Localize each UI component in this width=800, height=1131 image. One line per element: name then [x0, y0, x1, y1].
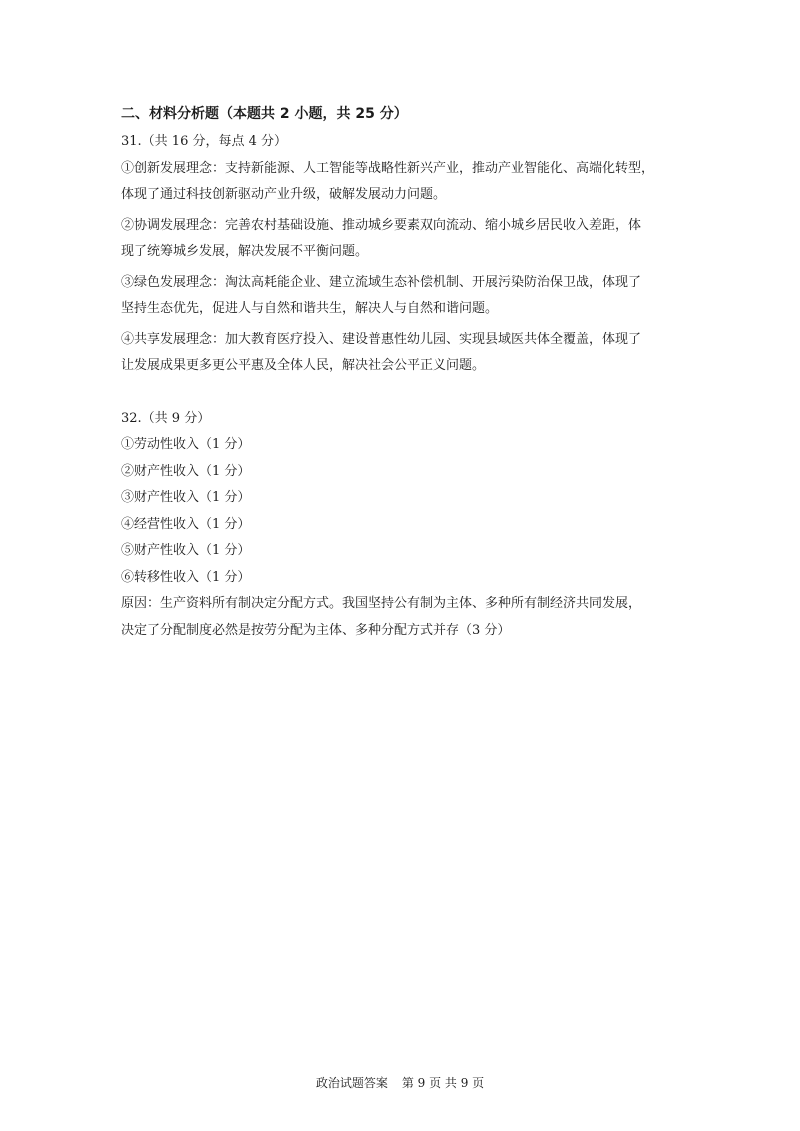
answer-point-1-line-2: 体现了通过科技创新驱动产业升级，破解发展动力问题。 — [121, 187, 447, 202]
income-item-5: ⑤财产性收入（1 分） — [121, 543, 251, 558]
reason-line-1: 原因：生产资料所有制决定分配方式。我国坚持公有制为主体、多种所有制经济共同发展， — [121, 596, 642, 611]
income-item-2: ②财产性收入（1 分） — [121, 463, 251, 479]
question-32 — [121, 406, 681, 645]
question-32-header: 32.（共 9 分） — [121, 410, 211, 426]
section-title: 二、材料分析题（本题共 2 小题，共 25 分） — [121, 106, 408, 122]
income-item-1: ①劳动性收入（1 分） — [121, 437, 251, 452]
answer-point-2 — [121, 213, 681, 266]
answer-content — [121, 103, 681, 644]
answer-point-4-line-1: ④共享发展理念：加大教育医疗投入、建设普惠性幼儿园、实现县域医共体全覆盖，体现了 — [121, 331, 642, 347]
footer-subject: 政治试题答案 — [315, 1076, 388, 1090]
answer-point-3 — [121, 270, 681, 323]
answer-point-3-line-2: 坚持生态优先，促进人与自然和谐共生，解决人与自然和谐问题。 — [121, 301, 499, 316]
question-31 — [121, 129, 681, 380]
page-footer — [0, 1075, 800, 1091]
answer-point-4-line-2: 让发展成果更多更公平惠及全体人民，解决社会公平正义问题。 — [121, 358, 486, 373]
answer-point-3-line-1: ③绿色发展理念：淘汰高耗能企业、建立流域生态补偿机制、开展污染防治保卫战，体现了 — [121, 274, 642, 290]
footer-page-number: 第 9 页 共 9 页 — [401, 1076, 485, 1090]
income-item-4: ④经营性收入（1 分） — [121, 516, 251, 532]
reason-line-2: 决定了分配制度必然是按劳分配为主体、多种分配方式并存（3 分） — [121, 622, 511, 638]
answer-point-2-line-1: ②协调发展理念：完善农村基础设施、推动城乡要素双向流动、缩小城乡居民收入差距，体 — [121, 217, 642, 233]
answer-point-2-line-2: 现了统筹城乡发展，解决发展不平衡问题。 — [121, 244, 369, 259]
answer-point-4 — [121, 327, 681, 380]
income-item-3: ③财产性收入（1 分） — [121, 490, 251, 505]
question-31-header: 31.（共 16 分，每点 4 分） — [121, 134, 288, 149]
income-item-6: ⑥转移性收入（1 分） — [121, 569, 251, 585]
answer-point-1 — [121, 156, 681, 209]
answer-point-1-line-1: ①创新发展理念：支持新能源、人工智能等战略性新兴产业，推动产业智能化、高端化转型， — [121, 160, 655, 176]
